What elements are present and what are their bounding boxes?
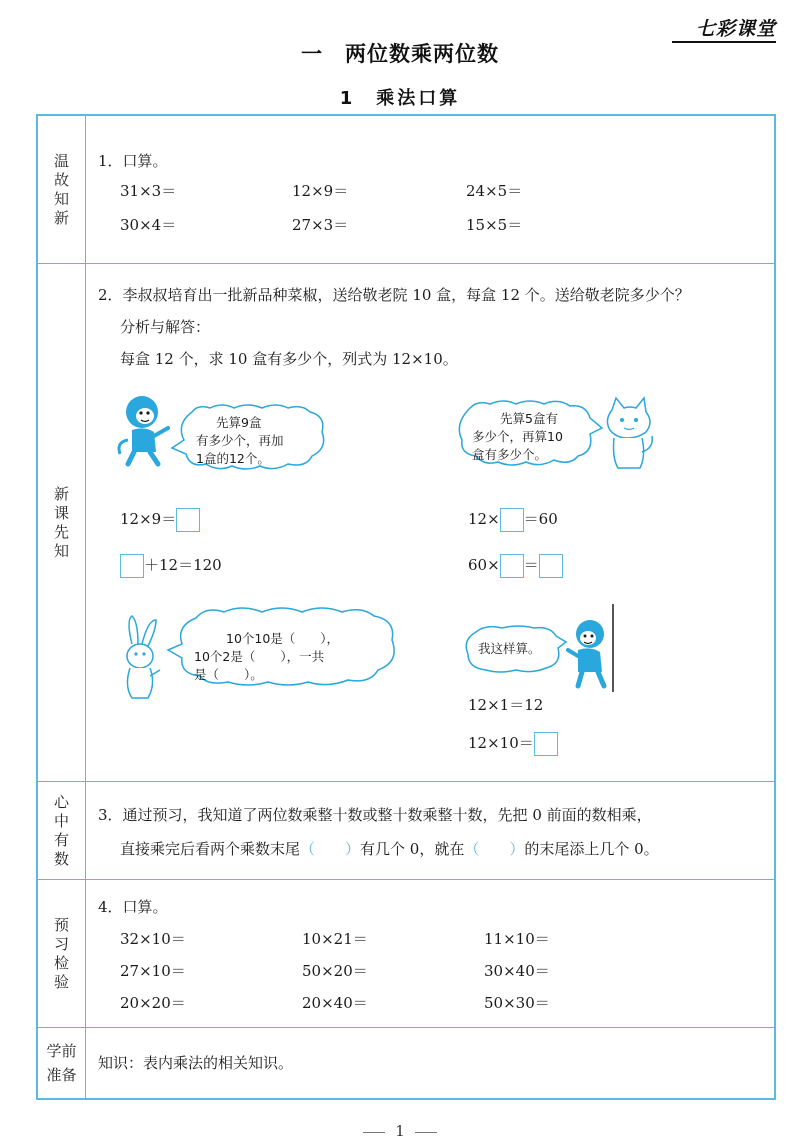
section-label: 心中有数 xyxy=(53,792,69,868)
problem-item: 27×3＝ xyxy=(292,216,349,234)
brand-text: 七彩课堂 xyxy=(695,18,776,40)
section-check xyxy=(38,880,774,1028)
question-heading: 4．口算。 xyxy=(98,898,168,916)
question-text xyxy=(120,838,659,859)
problem-item: 27×10＝ xyxy=(120,962,186,980)
equation: 12×1＝12 xyxy=(468,696,544,714)
equation-text: 60× xyxy=(468,556,500,574)
section-label-box xyxy=(38,782,86,879)
analysis-label: 分析与解答： xyxy=(120,318,211,336)
question-text: 3．通过预习，我知道了两位数乘整十数或整十数乘整十数，先把 0 前面的数相乘， xyxy=(98,806,652,824)
monkey-icon xyxy=(114,392,176,468)
problem-item: 50×20＝ xyxy=(302,962,368,980)
question-text: 2．李叔叔培育出一批新品种菜椒，送给敬老院 10 盒，每盒 12 个。送给敬老院多少个？ xyxy=(98,286,690,304)
equation xyxy=(468,732,558,756)
section-label-box xyxy=(38,880,86,1027)
problem-item: 11×10＝ xyxy=(484,930,550,948)
bubble-text: 10个2是（ ），一共 xyxy=(194,649,325,664)
section-label: 学前准备 xyxy=(46,1042,77,1084)
text-part: 有几个 0，就在 xyxy=(360,840,465,858)
section-label: 新课先知 xyxy=(53,484,69,560)
bubble-text: 10个10是（ ）， xyxy=(226,631,340,646)
answer-box[interactable] xyxy=(176,508,200,532)
section-review xyxy=(38,116,774,264)
section-label-box xyxy=(38,1028,86,1098)
monkey-icon xyxy=(564,616,618,692)
equation xyxy=(468,508,558,532)
bubble-text: 我这样算。 xyxy=(478,641,541,656)
equation-text: 12×10＝ xyxy=(468,734,534,752)
worksheet-frame xyxy=(36,114,776,1100)
page-number: 1 xyxy=(395,1122,405,1140)
section-mind xyxy=(38,782,774,880)
text-part: 的末尾添上几个 0。 xyxy=(524,840,659,858)
equation-text: 12×9＝ xyxy=(120,510,177,528)
answer-box[interactable] xyxy=(539,554,563,578)
equation xyxy=(120,554,222,578)
answer-box[interactable] xyxy=(500,508,524,532)
section-new xyxy=(38,264,774,782)
bubble-text: 盒有多少个。 xyxy=(472,447,548,462)
problem-item: 32×10＝ xyxy=(120,930,186,948)
problem-item: 20×40＝ xyxy=(302,994,368,1012)
prep-text: 知识：表内乘法的相关知识。 xyxy=(98,1054,294,1072)
analysis-statement: 每盒 12 个，求 10 盒有多少个，列式为 12×10。 xyxy=(120,350,458,368)
problem-item: 31×3＝ xyxy=(120,182,177,200)
answer-blank[interactable]: （ ） xyxy=(464,840,525,858)
problem-item: 12×9＝ xyxy=(292,182,349,200)
problem-item: 20×20＝ xyxy=(120,994,186,1012)
bubble-text: 多少个，再算10 xyxy=(472,429,563,444)
answer-box[interactable] xyxy=(500,554,524,578)
cat-icon xyxy=(598,396,658,472)
equation xyxy=(120,508,200,532)
answer-box[interactable] xyxy=(120,554,144,578)
text-part: 直接乘完后看两个乘数末尾 xyxy=(120,840,301,858)
problem-item: 24×5＝ xyxy=(466,182,523,200)
footer-dash xyxy=(415,1132,437,1133)
question-heading: 1．口算。 xyxy=(98,152,168,170)
section-label-box xyxy=(38,264,86,781)
equation-text: ＝60 xyxy=(523,510,558,528)
bubble-text: 先算5盒有 xyxy=(500,411,558,426)
bubble-text: 1盒的12个。 xyxy=(196,451,270,466)
answer-blank[interactable]: （ ） xyxy=(300,840,361,858)
page-footer xyxy=(0,1122,800,1140)
rabbit-icon xyxy=(116,614,166,704)
section-label: 预习检验 xyxy=(53,915,69,991)
section-prep xyxy=(38,1028,774,1098)
lesson-title: 1 乘法口算 xyxy=(339,88,461,109)
unit-title: 一 两位数乘两位数 xyxy=(301,42,499,66)
bubble-text: 是（ ）。 xyxy=(194,667,263,682)
bubble-text: 有多少个，再加 xyxy=(196,433,284,448)
bubble-text: 先算9盒 xyxy=(216,415,262,430)
problem-item: 15×5＝ xyxy=(466,216,523,234)
answer-box[interactable] xyxy=(534,732,558,756)
problem-item: 30×40＝ xyxy=(484,962,550,980)
problem-item: 50×30＝ xyxy=(484,994,550,1012)
section-label-box xyxy=(38,116,86,263)
footer-dash xyxy=(363,1132,385,1133)
problem-item: 10×21＝ xyxy=(302,930,368,948)
equation-text: ＋12＝120 xyxy=(144,556,222,574)
equation-text: 12× xyxy=(468,510,500,528)
divider-line xyxy=(612,604,614,692)
section-label: 温故知新 xyxy=(53,151,69,227)
equation xyxy=(468,554,563,578)
problem-item: 30×4＝ xyxy=(120,216,177,234)
equation-text: ＝ xyxy=(523,556,539,574)
